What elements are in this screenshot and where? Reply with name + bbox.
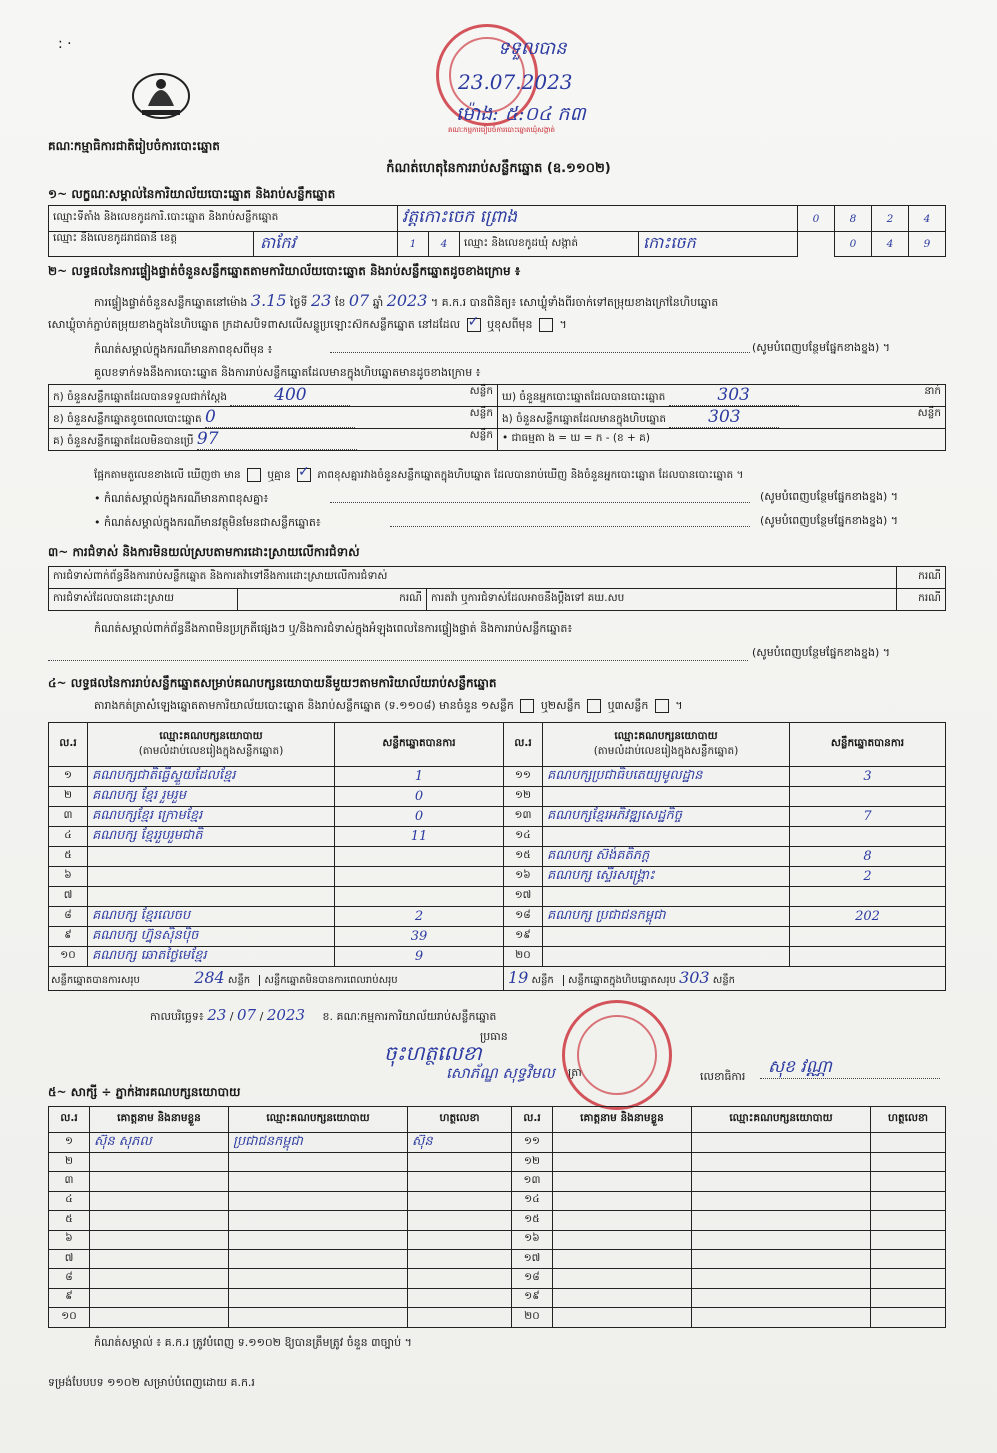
witness-sign-right — [871, 1288, 946, 1307]
result-votes-right: 2 — [790, 867, 946, 887]
result-no-right: ១៥ — [504, 847, 543, 867]
witness-no-left: ៣ — [49, 1172, 90, 1191]
result-votes-right: 202 — [790, 906, 946, 926]
top-marks: : · — [58, 36, 72, 52]
seal-label: ត្រា — [568, 1066, 582, 1079]
witness-no-left: ៤ — [49, 1191, 90, 1210]
witness-party-left — [229, 1153, 408, 1172]
witness-name-left — [90, 1230, 229, 1249]
result-no-left: ២ — [49, 787, 88, 807]
witness-name-right — [553, 1308, 692, 1327]
section3-heading: ៣~ ការជំទាស់ និងការមិនយល់ស្របតាមការដោះស្រាយលើការជំទាស់ — [48, 545, 360, 559]
result-no-left: ១ — [49, 767, 88, 787]
objections-table — [48, 566, 946, 611]
witness-party-right — [692, 1308, 871, 1327]
witness-no-right: ១២ — [512, 1153, 553, 1172]
witness-name-right — [553, 1153, 692, 1172]
witness-no-left: ៥ — [49, 1211, 90, 1230]
result-row — [49, 807, 946, 827]
result-party-right: គណបក្សខ្មែរអភិវឌ្ឍសេដ្ឋកិច្ច — [543, 807, 790, 827]
result-party-right: គណបក្សប្រជាធិបតេយ្យមូលដ្ឋាន — [543, 767, 790, 787]
result-votes-left: 0 — [335, 807, 504, 827]
appeal-label: ការតវ៉ា ឬការជំទាស់ដែលអាចនឹងប្តឹងទៅ គឃ.សប — [427, 589, 897, 611]
result-votes-left — [335, 867, 504, 887]
witness-sign-left — [408, 1269, 512, 1288]
result-party-right: គណបក្ស ស្ទើរសង្គ្រោះ — [543, 867, 790, 887]
result-no-right: ១៧ — [504, 887, 543, 907]
location-code-4: 4 — [909, 206, 946, 232]
witness-row — [49, 1211, 946, 1230]
commune-label: ឈ្មោះ និងលេខកូដឃុំ សង្កាត់ — [460, 232, 639, 257]
result-no-right: ២០ — [504, 946, 543, 966]
province-label: ឈ្មោះ និងលេខកូដរាជធានី ខេត្ត — [53, 232, 178, 244]
witness-no-left: ៦ — [49, 1230, 90, 1249]
witness-party-right — [692, 1230, 871, 1249]
chair-signature: ចុះហត្ថលេខា — [384, 1041, 482, 1065]
form-footer: ទម្រង់បែបបទ ១១០២ សម្រាប់បំពេញដោយ គ.ក.រ — [48, 1376, 255, 1389]
objection-row1: ការជំទាស់ពាក់ព័ន្ធនឹងការរាប់សន្លឹកឆ្នោត និងការតវ៉ាទៅនឹងការដោះស្រាយលើការជំទាស់ — [49, 567, 897, 589]
witness-name-right — [553, 1269, 692, 1288]
result-votes-right: 7 — [790, 807, 946, 827]
verify-time: 3.15 — [250, 291, 287, 310]
fill-note-4: (សូមបំពេញបន្ថែមផ្នែកខាងខ្នង) ។ — [752, 646, 891, 659]
witness-sign-right — [871, 1249, 946, 1268]
witness-no-left: ១០ — [49, 1308, 90, 1327]
result-party-right: គណបក្ស ស៊ង់គតិភក្ត — [543, 847, 790, 867]
witness-sign-right — [871, 1211, 946, 1230]
sign-month: 07 — [237, 1006, 257, 1024]
committee-seal — [562, 1000, 672, 1110]
counts-table: ក) ចំនួនសន្លឹកឆ្នោតដែលបានទទួលជាក់ស្តែង 400 សន្លឹក ឃ) ចំនួនអ្នកបោះឆ្នោតដែលបានបោះឆ្នោត 303 នាក់ ខ) ចំនួនសន្លឹកឆ្នោតខូចពេលបោះឆ្នោត 0 សន្លឹក ង) ចំនួនសន្លឹកឆ្នោតដែលមានក្នុងហិបឆ្នោត 303 សន្លឹក គ) ចំនួនសន្លឹកឆ្នោតដែលមិនបានប្រើ 97 សន្លឹក • ជាធម្មតា ង = ឃ = ក - (ខ + គ) — [48, 384, 946, 451]
witness-no-left: ៧ — [49, 1249, 90, 1268]
result-no-left: ៧ — [49, 887, 88, 907]
result-votes-left: 2 — [335, 906, 504, 926]
result-party-left: គណបក្សជាតិធ្លើស្ទួយដែលខ្មែរ — [88, 767, 335, 787]
result-votes-left: 9 — [335, 946, 504, 966]
result-party-left: គណបក្ស ឆោតថ្ងៃមេខ្មែរ — [88, 946, 335, 966]
witness-party-right — [692, 1153, 871, 1172]
witness-row — [49, 1249, 946, 1268]
witness-party-left — [229, 1249, 408, 1268]
note-diff: • កំណត់សម្គាល់ក្នុងករណីមានភាពខុសគ្នា៖ — [94, 492, 269, 505]
result-party-left — [88, 867, 335, 887]
section1-heading: ១~ លក្ខណៈសម្គាល់នៃការិយាល័យបោះឆ្នោត និងរាប់សន្លឹកឆ្នោត — [48, 187, 336, 201]
resolved-label: ការជំទាស់ដែលបានដោះស្រាយ — [49, 589, 238, 611]
witness-row — [49, 1269, 946, 1288]
witness-no-right: ១៦ — [512, 1230, 553, 1249]
verify-month: 07 — [348, 291, 370, 310]
result-votes-right — [790, 946, 946, 966]
result-no-left: ៦ — [49, 867, 88, 887]
result-no-right: ១៨ — [504, 906, 543, 926]
note-nonballot: • កំណត់សម្គាល់ក្នុងករណីមានវត្ថុមិនមែនជាសន្លឹកឆ្នោត៖ — [94, 516, 321, 529]
commune-code-3: 9 — [909, 232, 946, 257]
witness-sign-left — [408, 1230, 512, 1249]
verify-year: 2023 — [386, 291, 428, 310]
result-votes-right — [790, 787, 946, 807]
chair-name: សោភ័ណ្ឌ សុទ្ធវិមល — [446, 1064, 555, 1082]
sign-year: 2023 — [266, 1006, 305, 1024]
witness-sign-right — [871, 1230, 946, 1249]
verify-day: 23 — [311, 291, 332, 310]
location-value: វត្តកោះចេក ព្រោង — [398, 206, 798, 232]
witness-name-left — [90, 1308, 229, 1327]
result-no-right: ១៦ — [504, 867, 543, 887]
witness-no-left: ៨ — [49, 1269, 90, 1288]
form-title: កំណត់ហេតុនៃការរាប់សន្លឹកឆ្នោត (ឧ.១១០២) — [386, 161, 611, 176]
spoiled-ballots: 0 — [205, 407, 355, 428]
result-party-right — [543, 787, 790, 807]
result-votes-right — [790, 926, 946, 946]
result-votes-right: 8 — [790, 847, 946, 867]
objection-note: កំណត់សម្គាល់ពាក់ព័ន្ធនឹងភាពមិនប្រក្រតីផ្សេងៗ ឬ/និងការជំទាស់ក្នុងអំឡុងពេលនៃការផ្ទៀងផ្ទាត់ និងការរាប់សន្លឹកឆ្នោត៖ — [94, 622, 573, 635]
witness-name-left — [90, 1172, 229, 1191]
witness-no-right: ១៧ — [512, 1249, 553, 1268]
commune-value: កោះចេក — [639, 232, 798, 257]
witness-row — [49, 1308, 946, 1327]
witness-party-left — [229, 1288, 408, 1307]
witness-name-left — [90, 1153, 229, 1172]
witness-party-left — [229, 1230, 408, 1249]
section1-table — [48, 205, 946, 257]
chair-label: ប្រធាន — [480, 1030, 508, 1043]
ballots-in-box: 303 — [669, 407, 779, 428]
received-time: ម៉ោង: ៥:០៤ ក៣ — [456, 103, 586, 125]
result-votes-left — [335, 887, 504, 907]
section2-heading: ២~ លទ្ធផលនៃការផ្ទៀងផ្ទាត់ចំនួនសន្លឹកឆ្នោតតាមការិយាល័យបោះឆ្នោត និងរាប់សន្លឹកឆ្នោតដូចខាងក្រោម ៖ — [48, 264, 521, 278]
province-code-2: 4 — [429, 232, 460, 257]
result-no-left: ៥ — [49, 847, 88, 867]
result-row — [49, 767, 946, 787]
witness-row — [49, 1153, 946, 1172]
witness-sign-right — [871, 1269, 946, 1288]
result-party-right — [543, 887, 790, 907]
witness-no-right: ១៤ — [512, 1191, 553, 1210]
has-diff-checkbox[interactable] — [247, 468, 261, 482]
seal-line: សោឃ្លុំចាក់ភ្ជាប់តម្រុយខាងក្នុងនៃហិបឆ្នោត ក្រដាសបិទពាសលើសន្លូប្រឡោះស៊កសន្លឹកឆ្នោត នៅដដែល ✓ ឬខុសពីមុន ។ — [48, 318, 567, 334]
witness-name-left: ស៊ុន សុភល — [90, 1133, 229, 1153]
secretary-label: លេខាធិការ — [700, 1070, 746, 1083]
section4-heading: ៤~ លទ្ធផលនៃការរាប់សន្លឹកឆ្នោតសម្រាប់គណបក្សនយោបាយនីមួយៗតាមការិយាល័យរាប់សន្លឹកឆ្នោត — [48, 676, 497, 690]
result-no-right: ១៣ — [504, 807, 543, 827]
witness-no-left: ៩ — [49, 1288, 90, 1307]
witness-party-left — [229, 1211, 408, 1230]
result-no-right: ១១ — [504, 767, 543, 787]
witness-row — [49, 1172, 946, 1191]
witness-sign-left — [408, 1288, 512, 1307]
witness-row — [49, 1230, 946, 1249]
witness-no-left: ១ — [49, 1133, 90, 1153]
location-code-1: 0 — [798, 206, 835, 232]
result-no-left: ៩ — [49, 926, 88, 946]
fill-note-2: (សូមបំពេញបន្ថែមផ្នែកខាងខ្នង) ។ — [760, 490, 899, 503]
witness-name-left — [90, 1211, 229, 1230]
province-code-1: 1 — [398, 232, 429, 257]
result-no-right: ១២ — [504, 787, 543, 807]
witness-sign-left: ស៊ុន — [408, 1133, 512, 1153]
result-votes-left: 39 — [335, 926, 504, 946]
witness-sign-left — [408, 1308, 512, 1327]
witness-name-left — [90, 1249, 229, 1268]
formula: • ជាធម្មតា ង = ឃ = ក - (ខ + គ) — [498, 429, 946, 451]
witness-sign-left — [408, 1249, 512, 1268]
result-row — [49, 906, 946, 926]
witness-party-right — [692, 1191, 871, 1210]
result-no-left: ៨ — [49, 906, 88, 926]
witness-no-right: ១៣ — [512, 1172, 553, 1191]
result-votes-left: 0 — [335, 787, 504, 807]
changed-checkbox[interactable] — [539, 318, 553, 332]
witness-row — [49, 1288, 946, 1307]
same-checkbox[interactable] — [467, 318, 481, 332]
witness-no-right: ២០ — [512, 1308, 553, 1327]
result-row — [49, 787, 946, 807]
three-sheet-checkbox[interactable] — [655, 699, 669, 713]
secretary-name: សុខ វណ្ណា — [768, 1057, 832, 1077]
note-wrong: កំណត់សម្គាល់ក្នុងករណីមានភាពខុសពីមុន ៖ — [94, 343, 273, 356]
witness-name-right — [553, 1288, 692, 1307]
location-label: ឈ្មោះទីតាំង និងលេខកូដការិ.បោះឆ្នោត និងរាប់សន្លឹកឆ្នោត — [49, 206, 398, 232]
result-party-left: គណបក្ស ខ្មែរលេចប — [88, 906, 335, 926]
verification-line: ការផ្ទៀងផ្ទាត់ចំនួនសន្លឹកឆ្នោតនៅម៉ោង 3.15 ថ្ងៃទី 23 ខែ 07 ឆ្នាំ 2023 ។ គ.ក.រ បានពិនិត្យ៖ សោឃ្លុំទាំងពីរចាក់ទៅតម្រុយខាងក្រៅនៃហិបឆ្នោត — [94, 291, 719, 310]
witness-party-right — [692, 1133, 871, 1153]
witness-party-right — [692, 1288, 871, 1307]
voters-count: 303 — [669, 385, 799, 406]
result-votes-left: 11 — [335, 827, 504, 847]
result-no-left: ៣ — [49, 807, 88, 827]
sign-day: 23 — [207, 1006, 227, 1024]
resolved-case: ករណី — [238, 589, 427, 611]
result-votes-right — [790, 827, 946, 847]
result-row — [49, 887, 946, 907]
witness-party-right — [692, 1269, 871, 1288]
witness-name-right — [553, 1172, 692, 1191]
witness-party-left — [229, 1269, 408, 1288]
result-party-left — [88, 887, 335, 907]
witness-sign-right — [871, 1191, 946, 1210]
witness-sign-left — [408, 1153, 512, 1172]
result-no-right: ១៤ — [504, 827, 543, 847]
signing-date-line: កាលបរិច្ឆេទ៖ 23 / 07 / 2023 ខ. គណៈកម្មការការិយាល័យរាប់សន្លឹកឆ្នោត — [150, 1006, 497, 1024]
witness-sign-right — [871, 1172, 946, 1191]
result-no-left: ១០ — [49, 946, 88, 966]
witness-name-right — [553, 1249, 692, 1268]
witness-party-right — [692, 1172, 871, 1191]
result-votes-right: 3 — [790, 767, 946, 787]
province-value: តាកែវ — [253, 232, 397, 256]
witness-no-right: ១៩ — [512, 1288, 553, 1307]
result-no-left: ៤ — [49, 827, 88, 847]
result-row — [49, 847, 946, 867]
fill-note-1: (សូមបំពេញបន្ថែមផ្នែកខាងខ្នង) ។ — [752, 341, 891, 354]
witness-row — [49, 1191, 946, 1210]
appeal-case: ករណី — [897, 589, 946, 611]
result-party-right — [543, 827, 790, 847]
section5-heading: ៥~ សាក្សី ÷ ភ្នាក់ងារគណបក្សនយោបាយ — [48, 1085, 241, 1099]
witness-sign-left — [408, 1191, 512, 1210]
result-no-right: ១៩ — [504, 926, 543, 946]
witness-name-right — [553, 1211, 692, 1230]
two-sheet-checkbox[interactable] — [587, 699, 601, 713]
result-row — [49, 827, 946, 847]
witness-party-right — [692, 1249, 871, 1268]
received-ballots: 400 — [230, 385, 350, 406]
result-votes-left — [335, 847, 504, 867]
result-party-right — [543, 926, 790, 946]
result-row — [49, 946, 946, 966]
counts-intro: គួលខទាក់ទងនឹងការបោះឆ្នោត និងការរាប់សន្លឹកឆ្នោតដែលមានក្នុងហិបឆ្នោតមានដូចខាងក្រោម ៖ — [94, 366, 481, 379]
witness-sign-right — [871, 1308, 946, 1327]
total-valid: 284 — [194, 968, 225, 987]
total-in-box: 303 — [679, 968, 710, 987]
witness-name-left — [90, 1288, 229, 1307]
one-sheet-checkbox[interactable] — [520, 699, 534, 713]
result-votes-left: 1 — [335, 767, 504, 787]
objection-case-1: ករណី — [897, 567, 946, 589]
total-invalid: 19 — [508, 968, 529, 987]
location-code-3: 2 — [872, 206, 909, 232]
result-party-left: គណបក្ស ហ្វ៊ុនស៊ិនប៉ិច — [88, 926, 335, 946]
witness-no-right: ១៥ — [512, 1211, 553, 1230]
witness-no-left: ២ — [49, 1153, 90, 1172]
witness-name-left — [90, 1269, 229, 1288]
commission-emblem-icon — [128, 66, 194, 122]
witness-party-right — [692, 1211, 871, 1230]
received-date: 23.07.2023 — [458, 70, 573, 94]
received-label: ទទួលបាន — [498, 38, 567, 59]
result-party-left: គណបក្ស ខ្មែរ រួមរួម — [88, 787, 335, 807]
result-row — [49, 926, 946, 946]
tally-sheets-line: តារាងកត់ត្រាសំឡេងឆ្នោតតាមការិយាល័យបោះឆ្នោត និងរាប់សន្លឹកឆ្នោត (ទ.១១០៨) មានចំនួន ១សន្លឹក ឬ២សន្លឹក ឬ៣សន្លឹក ។ — [94, 699, 683, 712]
no-diff-checkbox[interactable] — [297, 468, 311, 482]
witness-sign-left — [408, 1172, 512, 1191]
unused-ballots: 97 — [197, 429, 357, 450]
result-party-left — [88, 847, 335, 867]
fill-note-3: (សូមបំពេញបន្ថែមផ្នែកខាងខ្នង) ។ — [760, 514, 899, 527]
result-row — [49, 867, 946, 887]
compare-line: ផ្អែកតាមតួលេខខាងលើ ឃើញថា មាន ឬគ្មាន ✓ ភាពខុសគ្នារវាងចំនួនសន្លឹកឆ្នោតក្នុងហិបឆ្នោត ដែលបានរាប់ឃើញ និងចំនួនអ្នកបោះឆ្នោត ដែលបានបោះឆ្នោត ។ — [94, 468, 743, 484]
commune-code-2: 4 — [872, 232, 909, 257]
witness-no-right: ១១ — [512, 1133, 553, 1153]
witness-party-left — [229, 1308, 408, 1327]
witness-party-left — [229, 1172, 408, 1191]
result-party-left: គណបក្ស ខ្មែររួបរួមជាតិ — [88, 827, 335, 847]
witness-sign-right — [871, 1153, 946, 1172]
witness-name-right — [553, 1191, 692, 1210]
location-code-2: 8 — [835, 206, 872, 232]
witness-sign-right — [871, 1133, 946, 1153]
witness-party-left: ប្រជាជនកម្ពុជា — [229, 1133, 408, 1153]
witness-name-right — [553, 1133, 692, 1153]
results-table: ល.រ ឈ្មោះគណបក្សនយោបាយ (តាមលំដាប់លេខរៀងក្នុងសន្លឹកឆ្នោត) សន្លឹកឆ្នោតបានការ ល.រ ឈ្មោះគណបក្សនយោបាយ (តាមលំដាប់លេខរៀងក្នុងសន្លឹកឆ្នោត) សន្លឹកឆ្នោតបានការ ១ គណបក្សជាតិធ្លើស្ទួយដែលខ្មែរ 1 ១១ គណបក្សប្រជាធិបតេយ្យមូលដ្ឋាន 3 ២ គណបក្ស ខ្មែរ រួមរួម 0 ១២ ៣ គណបក្សខ្មែរ ក្រោមខ្មែរ 0 ១៣ គណបក្សខ្មែរអភិវឌ្ឍសេដ្ឋកិច្ច 7 ៤ គណបក្ស ខ្មែររួបរួមជាតិ 11 ១៤ ៥ ១៥ គណបក្ស ស៊ង់គតិភក្ត 8 ៦ ១៦ គណបក្ស ស្ទើរសង្គ្រោះ 2 ៧ ១៧ ៨ គណបក្ស ខ្មែរលេចប 2 ១៨ គណបក្ស ប្រជាជនកម្ពុជា 202 ៩ គណបក្ស ហ្វ៊ុនស៊ិនប៉ិច 39 ១៩ ១០ គណបក្ស ឆោតថ្ងៃមេខ្មែរ 9 ២០ សន្លឹកឆ្នោតបានការសរុប 284 សន្លឹក សន្លឹកឆ្នោតមិនបានការពេលរាប់សរុប 19 សន្លឹក សន្លឹកឆ្នោតក្នុងហិបឆ្នោតសរុប 303 សន្លឹក — [48, 722, 946, 991]
footnote: កំណត់សម្គាល់ ៖ គ.ក.រ ត្រូវបំពេញ ទ.១១០២ ឱ្យបានត្រឹមត្រូវ ចំនួន ៣ច្បាប់ ។ — [94, 1336, 412, 1349]
witness-party-left — [229, 1191, 408, 1210]
commission-name: គណៈកម្មាធិការជាតិរៀបចំការបោះឆ្នោត — [48, 139, 220, 153]
result-party-right — [543, 946, 790, 966]
witness-name-left — [90, 1191, 229, 1210]
commune-code-1: 0 — [835, 232, 872, 257]
witness-no-right: ១៨ — [512, 1269, 553, 1288]
result-votes-right — [790, 887, 946, 907]
result-party-right: គណបក្ស ប្រជាជនកម្ពុជា — [543, 906, 790, 926]
result-party-left: គណបក្សខ្មែរ ក្រោមខ្មែរ — [88, 807, 335, 827]
stamp-text: គណៈកម្មការរៀបចំការបោះឆ្នោតឃុំសង្កាត់ — [448, 126, 555, 134]
witness-name-right — [553, 1230, 692, 1249]
witness-row — [49, 1133, 946, 1153]
witness-sign-left — [408, 1211, 512, 1230]
witness-table: ល.រ គោត្តនាម និងនាមខ្លួន ឈ្មោះគណបក្សនយោបាយ ហត្ថលេខា ល.រ គោត្តនាម និងនាមខ្លួន ឈ្មោះគណបក្សនយោបាយ ហត្ថលេខា ១ ស៊ុន សុភល ប្រជាជនកម្ពុជា ស៊ុន ១១ ២ ១២ ៣ ១៣ ៤ ១៤ ៥ ១៥ ៦ ១៦ ៧ ១៧ ៨ ១៨ ៩ ១៩ ១០ ២០ — [48, 1106, 946, 1328]
